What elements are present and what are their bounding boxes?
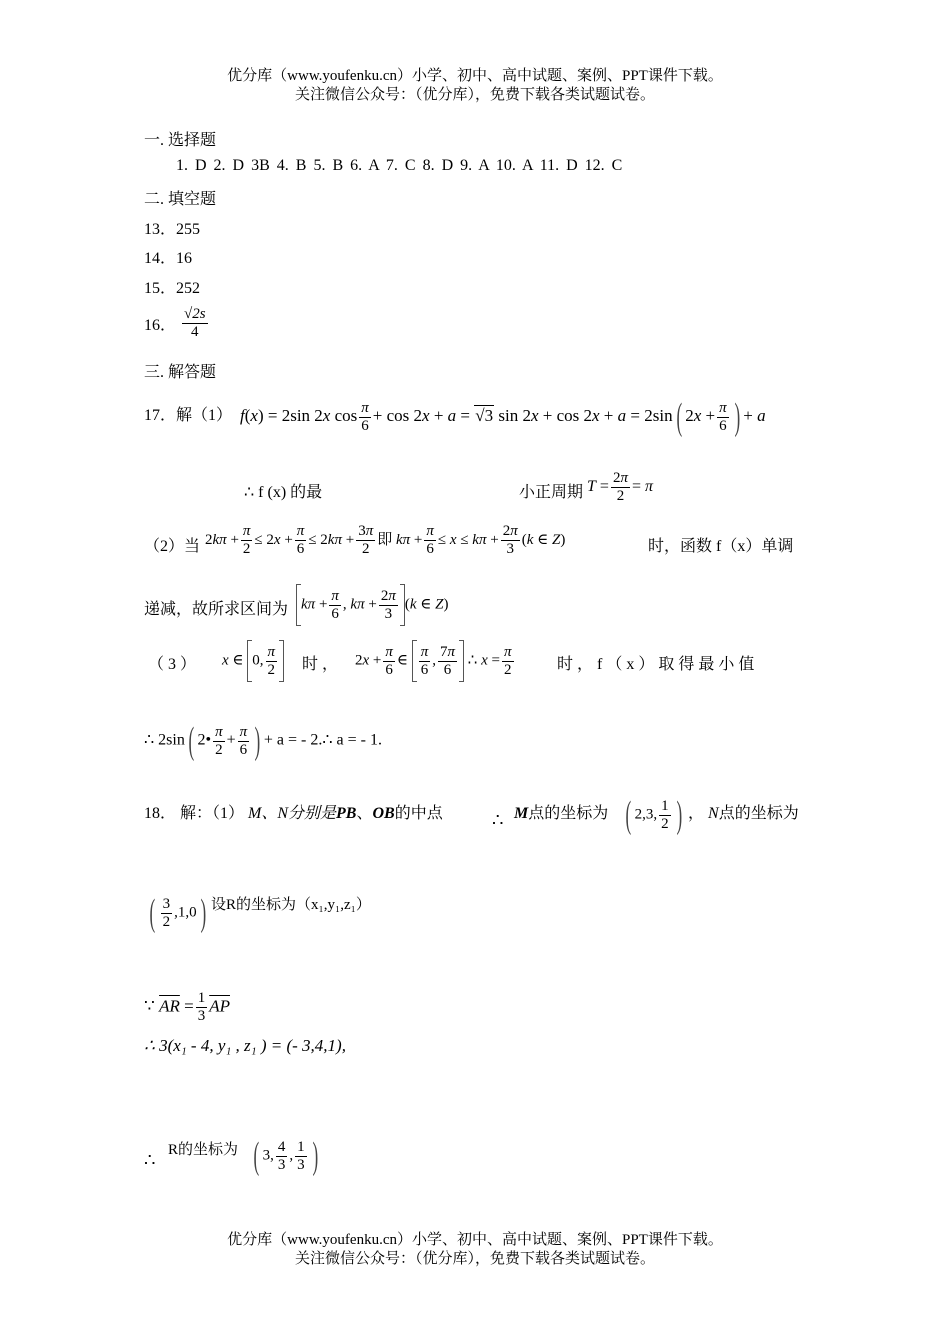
q18-n-coord: ( $\frac{3}{2}$ ,1,0) (149, 892, 206, 934)
q17-part2-line2: 递减，故所求区间为 (144, 601, 289, 618)
answer-16-label: 16． (144, 317, 177, 334)
section-title-fill: 二. 填空题 (144, 191, 217, 208)
q17-final-prefix: ∴ 2sin (144, 731, 185, 749)
q17-label: 17．解（1） (144, 407, 233, 424)
q18-label: 18． 解：（1） (144, 805, 245, 822)
q17-part3-tail: 时 ， f （ x ） 取 得 最 小 值 (557, 656, 755, 673)
q17-part2-formula: 2kπ + $\frac{\pi}{2}$ ≤ 2x + $\frac{\pi}{6}$ ≤ 2kπ + $\frac{3\pi}{2}$ 即 kπ + $\frac{\pi}{6}$ ≤ x ≤ kπ + $\frac{2\pi}{3}$ (k ∈ Z) (205, 523, 566, 557)
q17-part2-tail: 时，函数 f（x）单调 (648, 538, 794, 555)
q18-line1 (144, 800, 443, 823)
q18-text1: M、N分别是 (248, 805, 337, 822)
answer-14: 14．16 (144, 250, 193, 267)
q18-sep: 、 (356, 805, 373, 822)
q18-pb: PB (336, 805, 357, 822)
choice-answers: 1. D 2. D 3B 4. B 5. B 6. A 7. C 8. D 9. A 10. A 11. D 12. C (176, 157, 623, 174)
q18-m: M (514, 805, 529, 822)
footer-line-1: 优分库（www.youfenku.cn）小学、初中、高中试题、案例、PPT课件下载。 (227, 1232, 723, 1248)
q18-text4: ， (688, 805, 705, 822)
q18-text5: 点的坐标为 (718, 805, 799, 822)
q17-part3-domain: x ∈ 0, $\frac{\pi}{2}$ (222, 640, 284, 682)
q18-r-text: 设R的坐标为（x₁,y₁,z₁） (211, 897, 371, 913)
q17-part3-mid: 时 ， (302, 656, 339, 673)
q17-part3-label: （ 3 ） (148, 656, 197, 673)
answer-16-numerator: √2s (184, 306, 206, 322)
q17-final-tail: + a = - 2.∴ a = - 1. (263, 731, 382, 749)
q17-part2-interval: kπ + $\frac{\pi}{6}$ , kπ + $\frac{2\pi}{3}$ (k ∈ Z) (296, 584, 448, 626)
answer-15: 15．252 (144, 280, 201, 297)
q18-n-label (688, 800, 799, 823)
q18-eq2: ∴ 3(x₁ - 4, y₁ , z₁ ) = (- 3,4,1), (144, 1036, 346, 1055)
q18-final-text: R的坐标为 (168, 1142, 239, 1158)
q17-part3-range: 2x + $\frac{\pi}{6}$ ∈ $\frac{\pi}{6}$ , $\frac{7\pi}{6}$ ∴ x = $\frac{\pi}{2}$ (355, 640, 516, 682)
answer-16 (144, 306, 210, 341)
q18-m-coord: ( 2,3, $\frac{1}{2}$ ) (625, 794, 682, 836)
section-title-choice: 一. 选择题 (144, 132, 217, 149)
q17-part2-label: （2）当 (144, 538, 201, 555)
q18-because: ∵ (144, 996, 155, 1016)
header-line-2: 关注微信公众号：（优分库），免费下载各类试题试卷。 (294, 87, 655, 103)
q18-r-coord: ( 3, $\frac{4}{3}$ , $\frac{1}{3}$ ) (253, 1135, 318, 1177)
q18-final-therefore: ∴ (144, 1150, 156, 1170)
answer-13: 13．255 (144, 221, 201, 238)
q17-formula: f(x) = 2sin 2x cos $\frac{\pi}{6}$ + cos 2x + a = √3 sin 2x + cos 2x + a = 2sin( 2x + $\frac{\pi}{6}$ ) + a (240, 396, 766, 438)
q17-period-formula: T = $\frac{2\pi}{2}$ = π (587, 470, 653, 504)
answer-16-denominator: 4 (191, 324, 199, 340)
q17-period-a: ∴ f (x) 的最 (244, 484, 323, 501)
header-line-1: 优分库（www.youfenku.cn）小学、初中、高中试题、案例、PPT课件下载。 (227, 68, 723, 84)
q18-n: N (708, 805, 719, 822)
section-title-solve: 三. 解答题 (144, 364, 217, 381)
q18-text3: 点的坐标为 (528, 805, 609, 822)
q18-m-label (514, 800, 608, 823)
q17-final: ∴ 2sin( 2• $\frac{\pi}{2}$ + $\frac{\pi}{6}$ ) + a = - 2.∴ a = - 1. (144, 720, 382, 762)
footer-line-2: 关注微信公众号：（优分库），免费下载各类试题试卷。 (294, 1251, 655, 1267)
q18-therefore-1: ∴ (492, 810, 504, 830)
q18-vector-eq: ∵ $\overline{AR}$ = $\frac{1}{3}$ $\overline{AP}$ (144, 990, 230, 1024)
answer-16-fraction (182, 306, 208, 341)
q17-period-b: 小正周期 (519, 484, 584, 501)
q18-text2: 的中点 (394, 805, 443, 822)
q18-ob: OB (372, 805, 395, 822)
